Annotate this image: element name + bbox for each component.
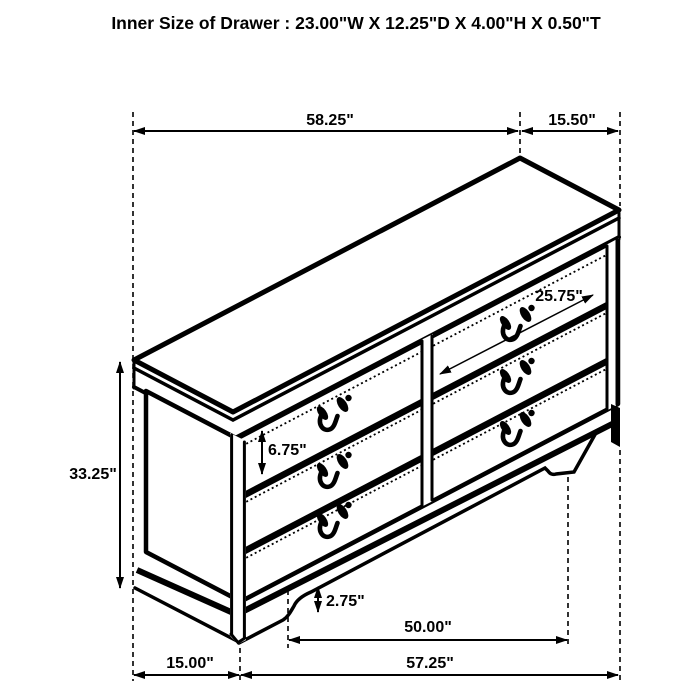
left-side-panel xyxy=(146,391,236,599)
dim-label-feet-span: 50.00" xyxy=(404,619,452,636)
dim-label-base-height: 2.75" xyxy=(326,593,365,610)
dim-label-top-width: 58.25" xyxy=(306,112,354,129)
bottom-width-dimension xyxy=(241,655,618,675)
dim-label-drawer-diagonal: 25.75" xyxy=(535,288,583,305)
dim-label-top-depth: 15.50" xyxy=(548,112,596,129)
page-title: Inner Size of Drawer : 23.00"W X 12.25"D X 4.00"H X 0.50"T xyxy=(111,13,601,33)
dim-label-height: 33.25" xyxy=(69,466,117,483)
dim-label-bottom-width: 57.25" xyxy=(406,655,454,672)
feet-span-dimension xyxy=(289,619,567,640)
left-base-bottom-edge xyxy=(135,588,239,642)
bottom-depth-dimension xyxy=(134,655,239,675)
base-height-dimension xyxy=(318,587,365,612)
height-dimension xyxy=(69,362,120,588)
dresser-illustration xyxy=(134,158,620,644)
top-width-dimension xyxy=(134,112,518,131)
top-depth-dimension xyxy=(522,112,618,131)
dim-label-bottom-depth: 15.00" xyxy=(166,655,214,672)
right-moulding-end-cap xyxy=(611,404,620,447)
dim-label-drawer-height: 6.75" xyxy=(268,442,307,459)
